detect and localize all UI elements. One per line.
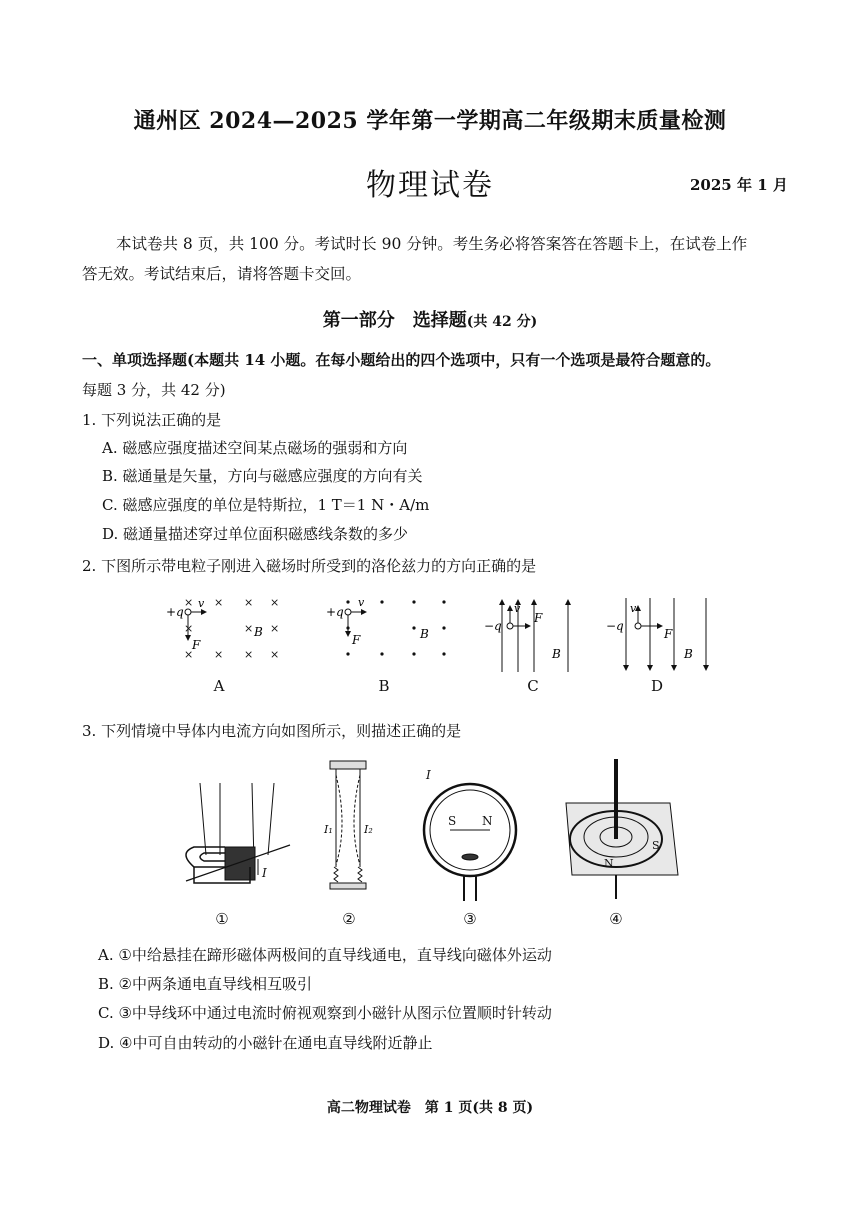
q2a-charge-label: +q xyxy=(166,605,184,619)
q3-caption-1: ① xyxy=(215,910,229,928)
instructions-line-2: 答无效。考试结束后，请将答题卡交回。 xyxy=(82,265,362,283)
page-footer: 高二物理试卷 第 1 页(共 8 页) xyxy=(326,1100,534,1116)
q2-figure-a xyxy=(166,596,279,661)
q2c-charge-label: −q xyxy=(484,619,502,633)
q3-caption-2: ② xyxy=(342,910,356,928)
q2-figures xyxy=(150,592,730,682)
svg-text:×: × xyxy=(214,648,224,661)
q2c-f-label: F xyxy=(534,611,543,625)
q2-caption-d: D xyxy=(650,677,664,695)
part-heading-line-1: 一、单项选择题(本题共 14 小题。在每小题给出的四个选项中，只有一个选项是最符合题意的。 xyxy=(82,351,721,369)
svg-text:×: × xyxy=(270,648,280,661)
exam-date: 2025 年 1 月 xyxy=(690,176,788,194)
svg-text:×: × xyxy=(244,648,254,661)
q3-fig3-south-label: S xyxy=(448,814,457,828)
q2-figure-c xyxy=(484,600,568,672)
svg-text:×: × xyxy=(270,622,280,635)
part-heading-line-2: 每题 3 分，共 42 分) xyxy=(82,381,226,399)
q3-figure-1 xyxy=(186,783,290,883)
q3-fig4-north-label: N xyxy=(604,857,614,870)
instructions-line-1: 本试卷共 8 页，共 100 分。考试时长 90 分钟。考生务必将答案答在答题卡上，在试卷上作 xyxy=(116,235,748,253)
q1-option-b: B. 磁通量是矢量，方向与磁感应强度的方向有关 xyxy=(102,467,423,485)
q3-option-a: A. ①中给悬挂在蹄形磁体两极间的直导线通电，直导线向磁体外运动 xyxy=(98,946,552,964)
q2b-b-label: B xyxy=(420,627,429,641)
q3-caption-3: ③ xyxy=(463,910,477,928)
q2d-v-label: v xyxy=(630,602,637,615)
q3-caption-4: ④ xyxy=(609,910,623,928)
svg-text:×: × xyxy=(270,596,280,609)
q3-option-c: C. ③中导线环中通过电流时俯视观察到小磁针从图示位置顺时针转动 xyxy=(98,1004,552,1022)
q2b-f-label: F xyxy=(352,633,361,647)
svg-text:×: × xyxy=(184,622,194,635)
q2d-f-label: F xyxy=(664,627,673,641)
exam-title: 通州区 2024—2025 学年第一学期高二年级期末质量检测 xyxy=(133,108,727,134)
section-title: 第一部分 选择题 xyxy=(322,310,467,331)
q3-fig4-south-label: S xyxy=(652,839,660,852)
q2d-charge-label: −q xyxy=(606,619,624,633)
svg-text:×: × xyxy=(244,596,254,609)
q3-fig3-current-label: I xyxy=(426,768,431,782)
q3-fig2-i1-label: I₁ xyxy=(324,823,333,836)
svg-text:×: × xyxy=(184,596,194,609)
q2d-b-label: B xyxy=(684,647,693,661)
exam-subtitle: 物理试卷 xyxy=(366,168,494,203)
q1-option-a: A. 磁感应强度描述空间某点磁场的强弱和方向 xyxy=(102,439,408,457)
q3-fig3-north-label: N xyxy=(482,814,493,828)
q2a-b-label: B xyxy=(254,625,263,639)
section-heading xyxy=(0,306,860,332)
q1-stem: 1. 下列说法正确的是 xyxy=(82,411,222,429)
q2-figure-b xyxy=(326,596,446,656)
q1-option-c: C. 磁感应强度的单位是特斯拉，1 T＝1 N・A/m xyxy=(102,496,430,514)
q2-caption-a: A xyxy=(213,677,225,695)
svg-text:×: × xyxy=(214,596,224,609)
q3-fig1-current-label: I xyxy=(262,866,267,880)
q2-figure-d xyxy=(606,598,706,670)
q3-option-b: B. ②中两条通电直导线相互吸引 xyxy=(98,975,313,993)
svg-text:×: × xyxy=(244,622,254,635)
q3-figure-4 xyxy=(566,759,678,899)
q2b-v-label: v xyxy=(358,596,365,609)
q3-fig2-i2-label: I₂ xyxy=(364,823,373,836)
q2-stem: 2. 下图所示带电粒子刚进入磁场时所受到的洛伦兹力的方向正确的是 xyxy=(82,557,537,575)
q2b-charge-label: +q xyxy=(326,605,344,619)
svg-text:×: × xyxy=(184,648,194,661)
q2a-v-label: v xyxy=(198,597,205,610)
q3-stem: 3. 下列情境中导体内电流方向如图所示，则描述正确的是 xyxy=(82,722,462,740)
q2-caption-b: B xyxy=(378,677,390,695)
q3-option-d: D. ④中可自由转动的小磁针在通电直导线附近静止 xyxy=(98,1034,433,1052)
q2c-b-label: B xyxy=(552,647,561,661)
q3-figures xyxy=(170,755,690,905)
q3-figure-3 xyxy=(424,768,516,901)
q2c-v-label: v xyxy=(514,602,521,615)
q2-caption-c: C xyxy=(527,677,539,695)
q3-figure-2 xyxy=(323,761,373,889)
section-score: (共 42 分) xyxy=(466,314,538,330)
q2a-f-label: F xyxy=(192,638,201,652)
q1-option-d: D. 磁通量描述穿过单位面积磁感线条数的多少 xyxy=(102,525,409,543)
